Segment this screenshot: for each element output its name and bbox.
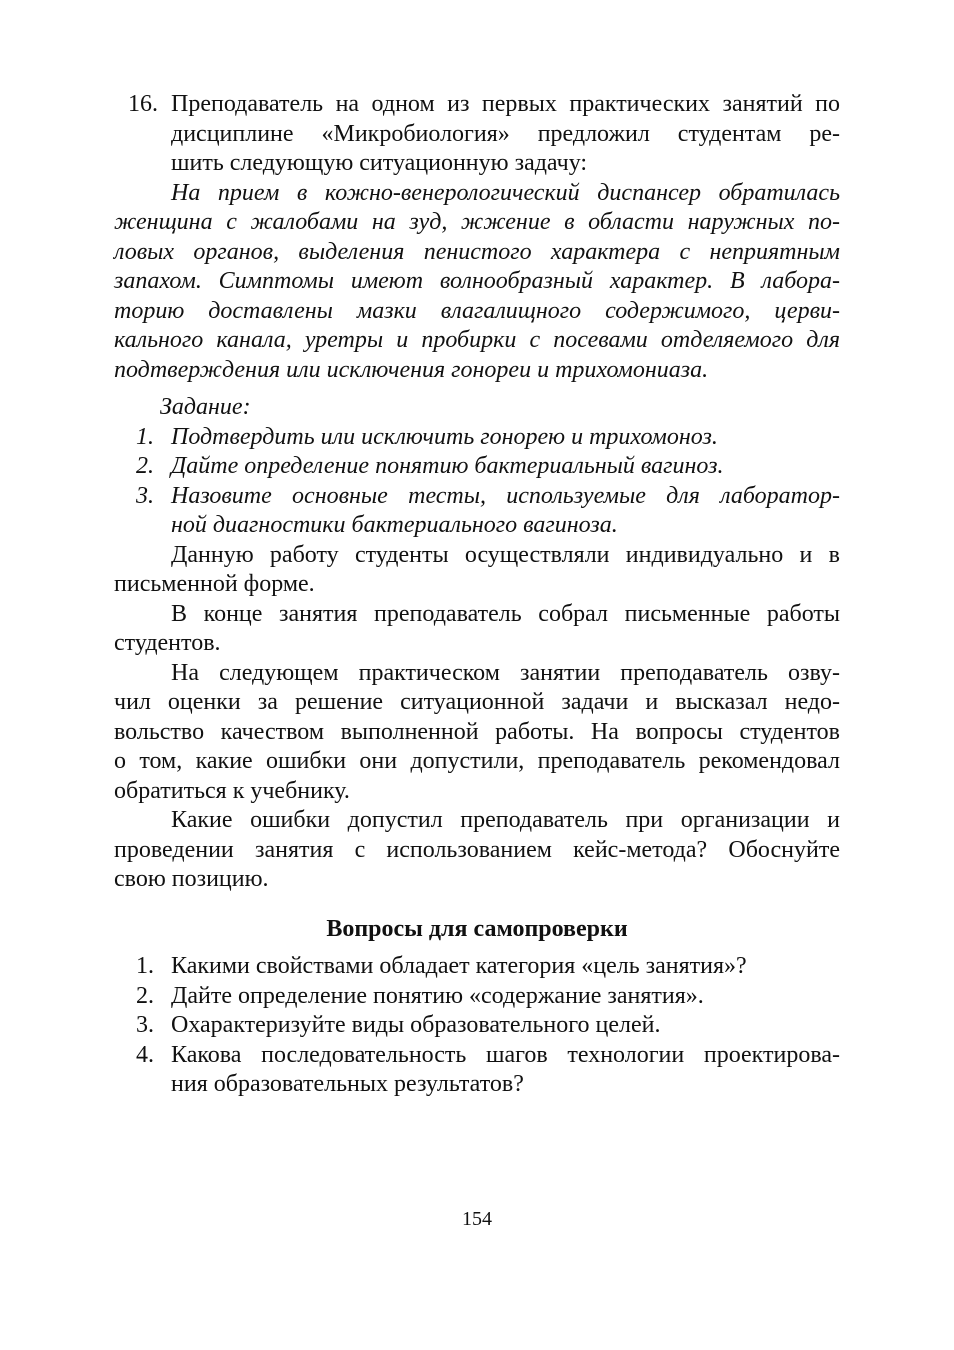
text-line: проведении занятия с использованием кейс-метода? Обоснуйте <box>114 836 840 863</box>
text-line: дисциплине «Микробиология» предложил студентам ре- <box>171 120 840 147</box>
list-item <box>114 452 840 482</box>
list-item-number: 3. <box>136 1012 154 1038</box>
text-line: В конце занятия преподаватель собрал письменные работы <box>171 600 840 627</box>
text-line: Какова последовательность шагов технологии проектирова- <box>171 1041 840 1068</box>
list-item-number: 1. <box>136 423 154 450</box>
list-item-number: 2. <box>136 982 154 1009</box>
list-item-number: 1. <box>136 953 154 979</box>
task-label: Задание: <box>160 394 251 420</box>
page-number: 154 <box>462 1208 492 1230</box>
text-line: ной диагностики бактериального вагиноза. <box>171 512 618 538</box>
text-line: о том, какие ошибки они допустили, преподаватель рекомендовал <box>114 748 840 774</box>
paragraph <box>114 806 840 895</box>
text-line: обратиться к учебнику. <box>114 777 350 804</box>
list-item <box>114 1041 840 1100</box>
list-item <box>114 1011 840 1041</box>
paragraph <box>114 659 840 807</box>
text-line: Дайте определение понятию бактериальный вагиноз. <box>171 453 724 479</box>
text-line: Преподаватель на одном из первых практических занятий по <box>171 91 840 117</box>
text-line: подтверждения или исключения гонореи и трихомониаза. <box>114 356 709 383</box>
case-description <box>114 179 840 386</box>
list-item <box>114 423 840 453</box>
text-line: Назовите основные тесты, используемые для лаборатор- <box>171 482 840 509</box>
task-list <box>114 423 840 541</box>
text-line: На прием в кожно-венерологический диспансер обратилась <box>171 179 840 206</box>
exercise-intro <box>171 90 840 179</box>
list-item-number: 2. <box>136 453 154 479</box>
text-line: чил оценки за решение ситуационной задачи и высказал недо- <box>114 689 840 715</box>
text-line: запахом. Симптомы имеют волнообразный характер. В лабора- <box>114 268 840 294</box>
text-line: Дайте определение понятию «содержание занятия». <box>171 982 704 1009</box>
text-line: торию доставлены мазки влагалищного содержимого, церви- <box>114 297 840 324</box>
list-item <box>114 982 840 1012</box>
text-line: ния образовательных результатов? <box>171 1071 524 1097</box>
text-line: шить следующую ситуационную задачу: <box>171 150 588 176</box>
list-item-number: 4. <box>136 1041 154 1068</box>
paragraph <box>114 541 840 600</box>
text-line: Охарактеризуйте виды образовательного целей. <box>171 1012 661 1038</box>
text-line: Какими свойствами обладает категория «цель занятия»? <box>171 953 747 979</box>
text-line: Подтвердить или исключить гонорею и трихомоноз. <box>171 423 718 450</box>
list-item-number: 3. <box>136 482 154 509</box>
text-line: письменной форме. <box>114 571 315 597</box>
text-line: студентов. <box>114 630 221 656</box>
exercise-number: 16. <box>128 91 158 117</box>
text-column <box>114 90 840 1100</box>
section-heading: Вопросы для самопроверки <box>326 915 628 942</box>
questions-list <box>114 952 840 1100</box>
text-line: Какие ошибки допустил преподаватель при организации и <box>171 807 840 833</box>
list-item <box>114 952 840 982</box>
paragraph <box>114 600 840 659</box>
text-line: женщина с жалобами на зуд, жжение в области наружных по- <box>114 209 840 235</box>
text-line: Данную работу студенты осуществляли индивидуально и в <box>171 541 840 568</box>
text-line: На следующем практическом занятии преподаватель озву- <box>171 659 840 686</box>
list-item <box>114 482 840 541</box>
text-line: ловых органов, выделения пенистого характера с неприятным <box>114 238 840 265</box>
text-line: свою позицию. <box>114 866 269 892</box>
text-line: кального канала, уретры и пробирки с посевами отделяемого для <box>114 327 840 353</box>
text-line: вольство качеством выполненной работы. На вопросы студентов <box>114 718 840 745</box>
exercise-16 <box>114 90 840 179</box>
